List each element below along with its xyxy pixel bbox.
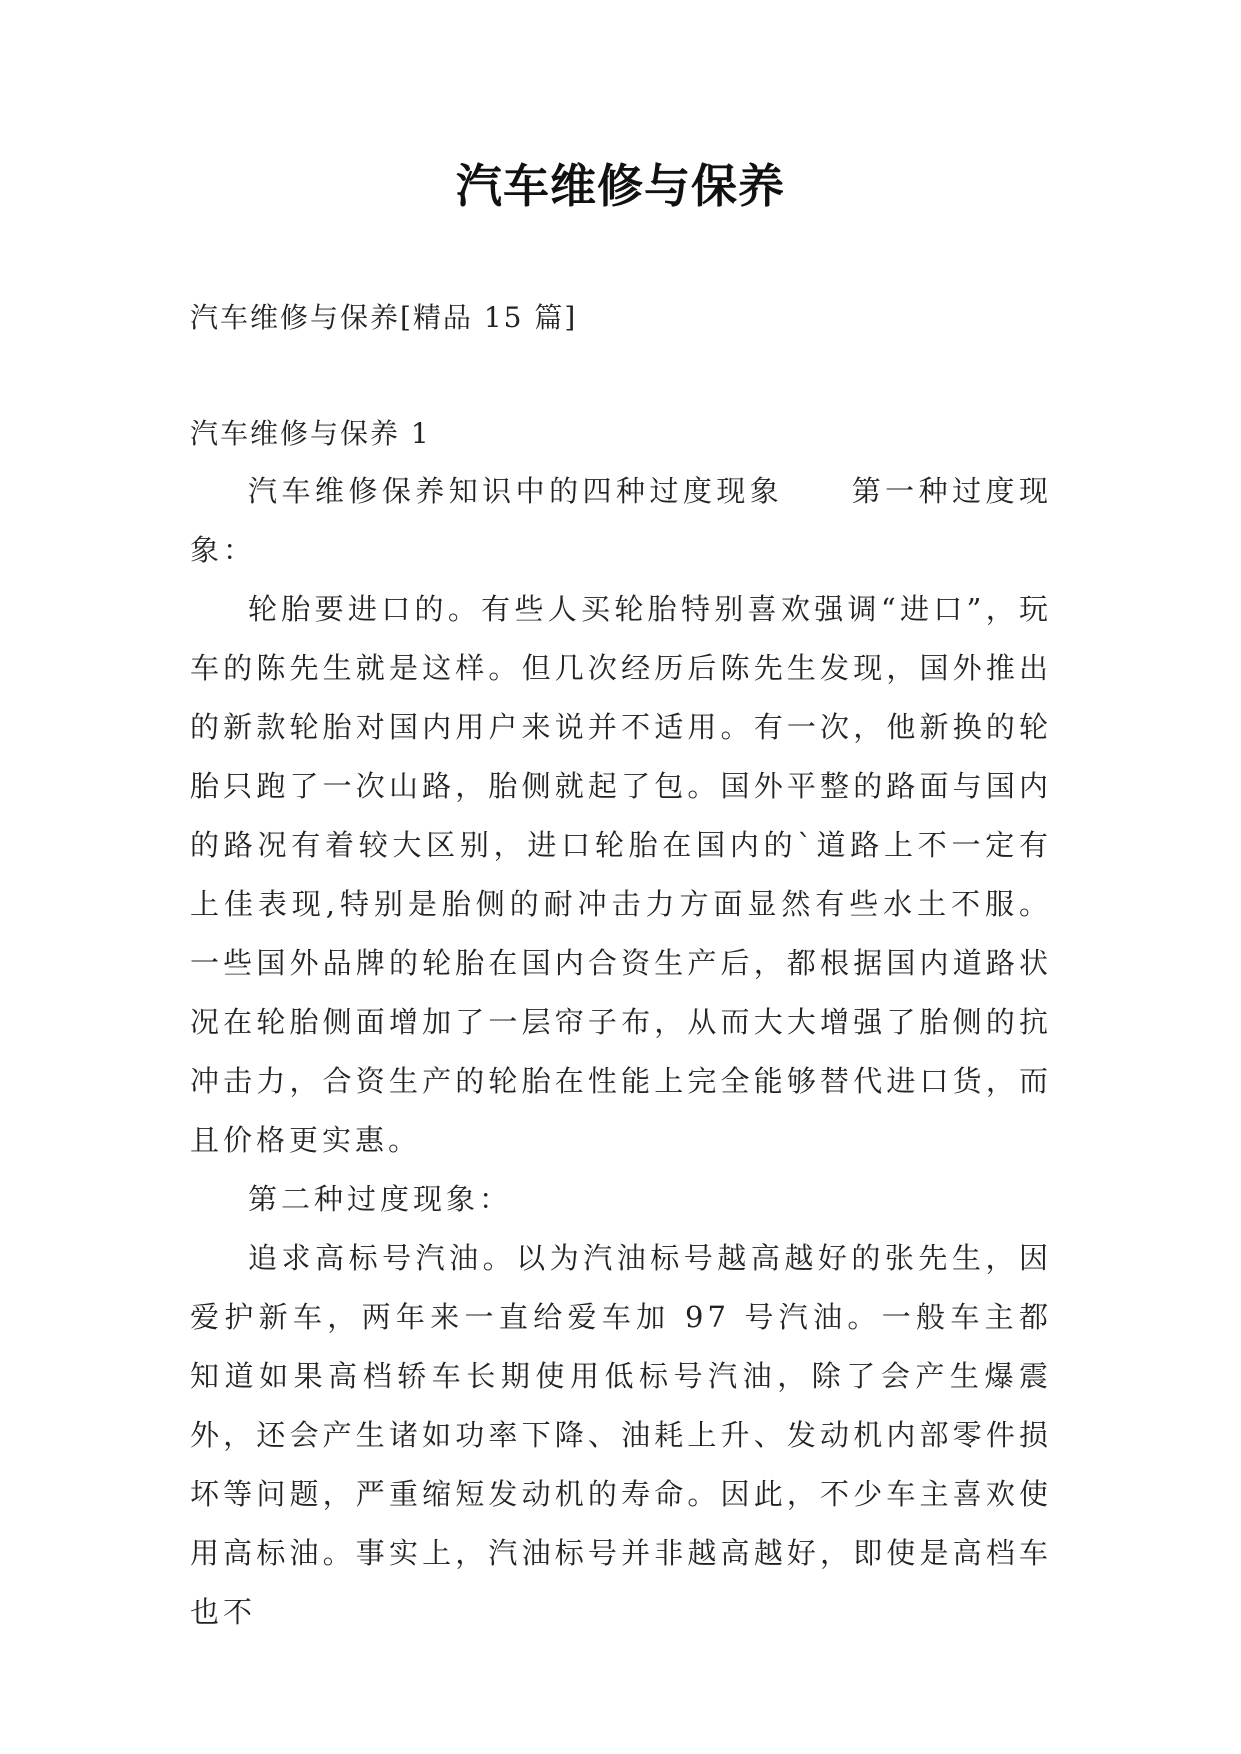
- paragraph-intro: [190, 462, 1052, 580]
- document-subtitle: 汽车维修与保养[精品 15 篇]: [190, 301, 578, 334]
- paragraph: 追求高标号汽油。以为汽油标号越高越好的张先生，因爱护新车，两年来一直给爱车加 97 号汽油。一般车主都知道如果高档轿车长期使用低标号汽油，除了会产生爆震外，还会产生诸如功率下降、油耗上升、发动机内部零件损坏等问题，严重缩短发动机的寿命。因此，不少车主喜欢使用高标油。事实上，汽油标号并非越高越好，即使是高档车也不: [190, 1241, 1052, 1629]
- intro-part-a: 汽车维修保养知识中的四种过度现象: [248, 474, 784, 508]
- document-body: [190, 462, 1052, 1642]
- section-heading: 汽车维修与保养 1: [190, 417, 431, 450]
- intro-part-b: 第一种过度现象：: [190, 474, 1052, 567]
- document-title: 汽车维修与保养: [456, 159, 785, 213]
- paragraph: 第二种过度现象：: [248, 1182, 513, 1216]
- paragraph: 轮胎要进口的。有些人买轮胎特别喜欢强调“进口”，玩车的陈先生就是这样。但几次经历后陈先生发现，国外推出的新款轮胎对国内用户来说并不适用。有一次，他新换的轮胎只跑了一次山路，胎侧就起了包。国外平整的路面与国内的路况有着较大区别，进口轮胎在国内的`道路上不一定有上佳表现,特别是胎侧的耐冲击力方面显然有些水土不服。一些国外品牌的轮胎在国内合资生产后，都根据国内道路状况在轮胎侧面增加了一层帘子布，从而大大增强了胎侧的抗冲击力，合资生产的轮胎在性能上完全能够替代进口货，而且价格更实惠。: [190, 592, 1052, 1157]
